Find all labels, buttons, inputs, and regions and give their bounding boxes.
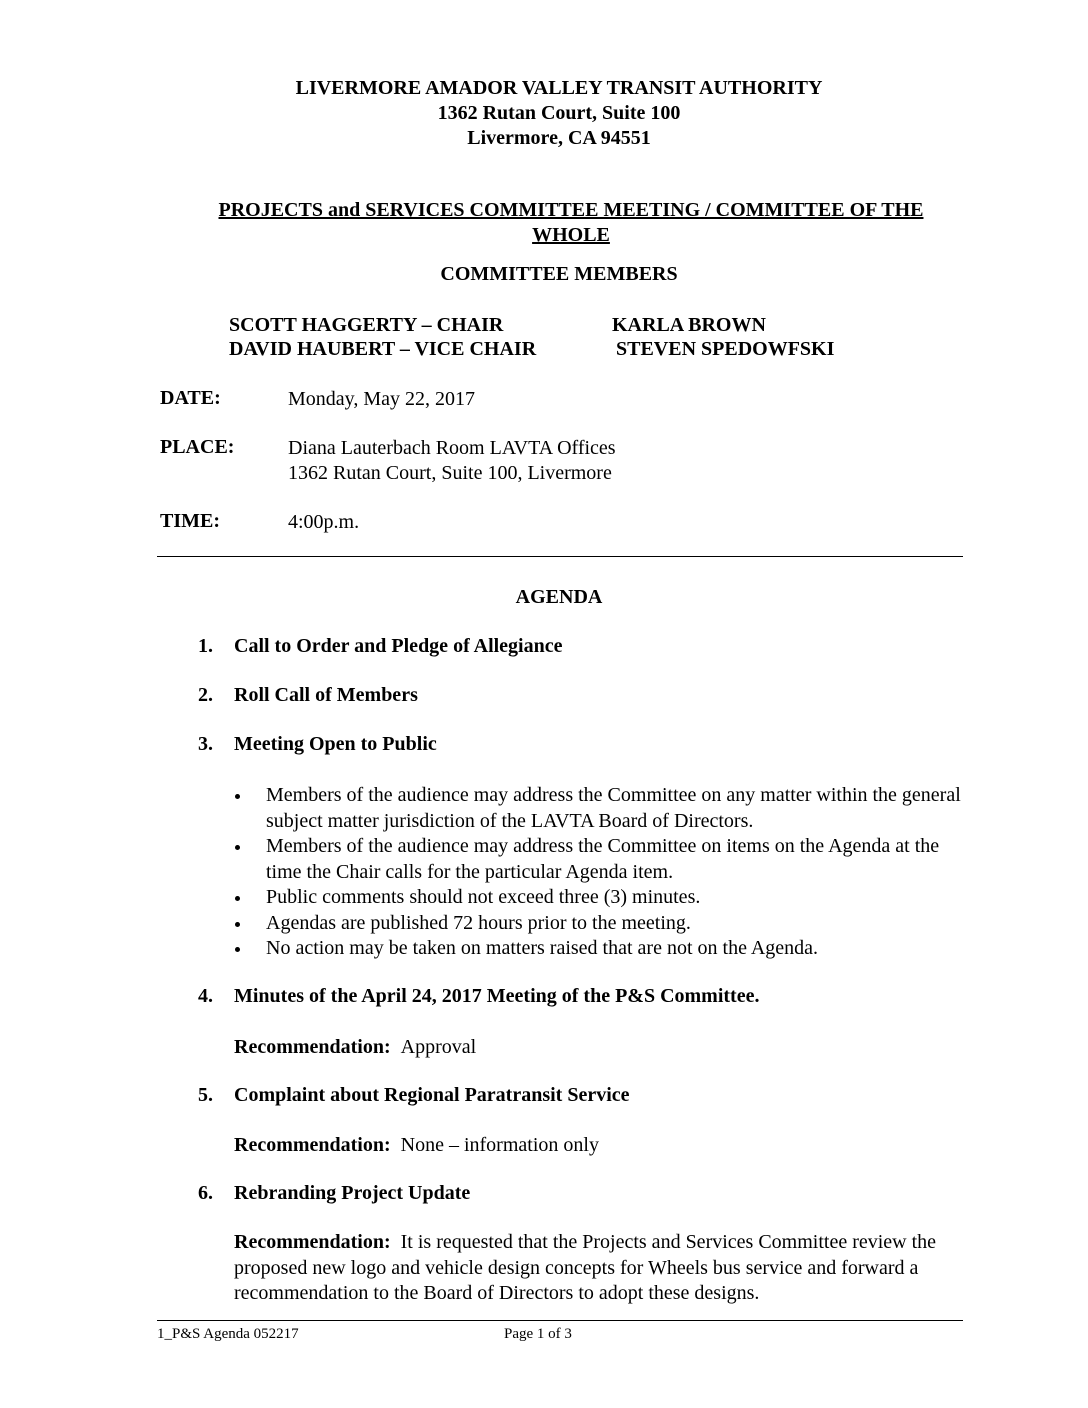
agenda-item-3-number: 3.	[198, 733, 213, 755]
organization-name: LIVERMORE AMADOR VALLEY TRANSIT AUTHORITY	[295, 77, 823, 99]
member-chair: SCOTT HAGGERTY – CHAIR	[229, 314, 504, 336]
time-value: 4:00p.m.	[288, 511, 360, 533]
list-item	[230, 936, 970, 962]
public-comment-list	[230, 783, 970, 962]
agenda-item-1-number: 1.	[198, 635, 213, 657]
agenda-item-2-number: 2.	[198, 684, 213, 706]
member-vice-chair: DAVID HAUBERT – VICE CHAIR	[229, 338, 537, 360]
recommendation-text: None – information only	[400, 1134, 599, 1156]
footer-divider	[157, 1320, 963, 1321]
agenda-item-5-title: Complaint about Regional Paratransit Service	[234, 1084, 630, 1106]
recommendation-label: Recommendation:	[234, 1036, 391, 1058]
item-6-recommendation	[234, 1230, 944, 1307]
bullet-icon	[235, 896, 240, 901]
recommendation-label: Recommendation:	[234, 1134, 391, 1156]
agenda-heading: AGENDA	[515, 586, 603, 608]
bullet-text: Members of the audience may address the Committee on items on the Agenda at the time the Chair calls for the particular Agenda item.	[266, 835, 940, 883]
section-divider	[157, 556, 963, 557]
agenda-item-1-title: Call to Order and Pledge of Allegiance	[234, 635, 563, 657]
agenda-item-2-title: Roll Call of Members	[234, 684, 418, 706]
agenda-item-4-number: 4.	[198, 985, 213, 1007]
agenda-item-6-number: 6.	[198, 1182, 213, 1204]
list-item	[230, 834, 970, 885]
address-line-2: Livermore, CA 94551	[467, 127, 651, 149]
place-label: PLACE:	[160, 436, 235, 458]
bullet-text: Members of the audience may address the Committee on any matter within the general subject matter jurisdiction of the LAVTA Board of Directors.	[266, 784, 961, 832]
item-4-recommendation	[234, 1035, 476, 1061]
list-item	[230, 885, 970, 911]
bullet-icon	[235, 947, 240, 952]
recommendation-text: Approval	[400, 1036, 477, 1058]
place-line-1: Diana Lauterbach Room LAVTA Offices	[288, 437, 616, 459]
list-item	[230, 911, 970, 937]
member-steven-spedowfski: STEVEN SPEDOWFSKI	[616, 338, 835, 360]
page-number: Page 1 of 3	[504, 1326, 572, 1342]
time-label: TIME:	[160, 510, 220, 532]
agenda-item-6-title: Rebranding Project Update	[234, 1182, 471, 1204]
agenda-item-5-number: 5.	[198, 1084, 213, 1106]
bullet-text: Public comments should not exceed three (3) minutes.	[266, 886, 701, 908]
place-value	[288, 436, 616, 486]
agenda-item-3-title: Meeting Open to Public	[234, 733, 437, 755]
item-5-recommendation	[234, 1133, 599, 1159]
document-id: 1_P&S Agenda 052217	[157, 1326, 299, 1342]
meeting-title-line-1: PROJECTS and SERVICES COMMITTEE MEETING / COMMITTEE OF THE	[218, 199, 924, 221]
bullet-text: No action may be taken on matters raised that are not on the Agenda.	[266, 937, 819, 959]
meeting-title	[176, 198, 966, 248]
agenda-item-4-title: Minutes of the April 24, 2017 Meeting of the P&S Committee.	[234, 985, 760, 1007]
bullet-icon	[235, 794, 240, 799]
recommendation-label: Recommendation:	[234, 1231, 391, 1253]
date-value: Monday, May 22, 2017	[288, 388, 476, 410]
letterhead	[0, 76, 1088, 151]
bullet-icon	[235, 845, 240, 850]
meeting-title-line-2: WHOLE	[532, 224, 610, 246]
recommendation-text: It is requested that the Projects and Services Committee review the proposed new logo and vehicle design concepts for Wheels bus service and forward a recommendation to the Board of Directors to adopt these designs.	[234, 1231, 937, 1304]
place-line-2: 1362 Rutan Court, Suite 100, Livermore	[288, 462, 612, 484]
member-karla-brown: KARLA BROWN	[612, 314, 766, 336]
list-item	[230, 783, 970, 834]
address-line-1: 1362 Rutan Court, Suite 100	[437, 102, 681, 124]
bullet-text: Agendas are published 72 hours prior to the meeting.	[266, 911, 691, 934]
date-label: DATE:	[160, 387, 221, 409]
committee-heading: COMMITTEE MEMBERS	[440, 263, 678, 285]
bullet-icon	[235, 922, 240, 927]
